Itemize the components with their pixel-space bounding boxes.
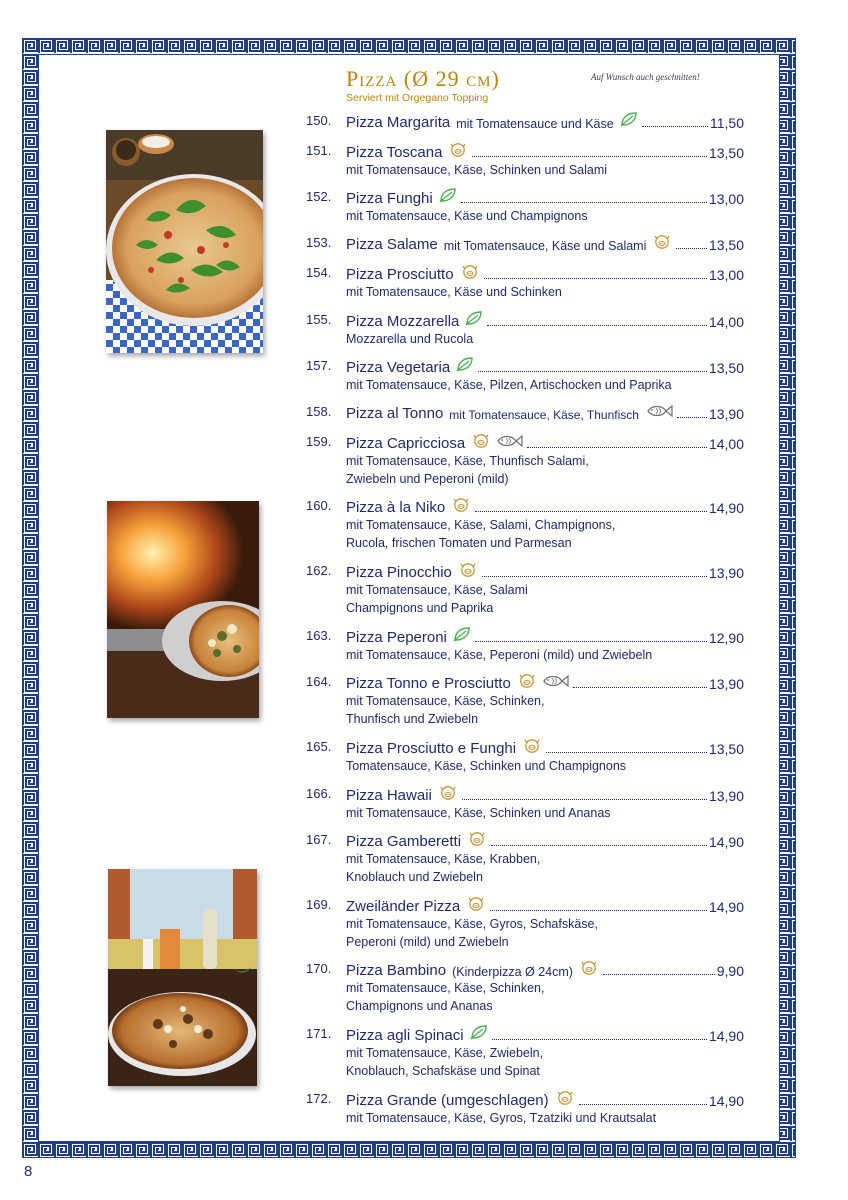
item-headline: [346, 434, 744, 452]
item-headline: [346, 563, 744, 581]
item-number: 160.: [306, 498, 332, 513]
item-price: 14,90: [708, 899, 744, 915]
item-diet-icons: [451, 496, 471, 516]
item-inline-description: mit Tomatensauce und Käse: [456, 117, 614, 131]
leader-dots: [573, 687, 707, 688]
item-name: Pizza Prosciutto e Funghi: [346, 740, 517, 757]
item-description: [346, 517, 744, 552]
item-diet-icons: [467, 830, 487, 850]
item-number: 155.: [306, 312, 332, 327]
leaf-icon: [456, 356, 474, 376]
description-line: mit Tomatensauce, Käse und Schinken: [346, 285, 562, 299]
description-line: mit Tomatensauce, Käse, Gyros, Tzatziki und Krautsalat: [346, 1111, 657, 1125]
description-line: Zwiebeln und Peperoni (mild): [346, 471, 509, 486]
pig-icon: [466, 895, 486, 915]
item-headline: [346, 1026, 744, 1044]
leader-dots: [603, 974, 715, 975]
description-line: mit Tomatensauce, Käse, Schinken,: [346, 981, 545, 995]
pig-icon: [460, 263, 480, 283]
description-line: mit Tomatensauce, Käse und Champignons: [346, 209, 588, 223]
item-price: 14,00: [708, 436, 744, 452]
pig-icon: [517, 672, 537, 692]
page-number: 8: [24, 1163, 33, 1180]
leader-dots: [472, 156, 707, 157]
description-line: mit Tomatensauce, Käse, Schinken und Salami: [346, 163, 608, 177]
item-name: Pizza agli Spinaci: [346, 1027, 464, 1044]
item-headline: [346, 628, 744, 646]
pig-icon: [522, 737, 542, 757]
description-line: Rucola, frischen Tomaten und Parmesan: [346, 535, 572, 550]
item-name: Pizza al Tonno: [346, 405, 444, 422]
leader-dots: [490, 910, 707, 911]
item-diet-icons: [471, 432, 523, 452]
item-price: 14,90: [708, 1028, 744, 1044]
item-number: 164.: [306, 674, 332, 689]
item-headline: [346, 498, 744, 516]
item-price: 13,90: [708, 406, 744, 422]
pig-icon: [579, 959, 599, 979]
item-diet-icons: [555, 1089, 575, 1109]
item-headline: [346, 897, 744, 915]
description-line: Knoblauch und Zwiebeln: [346, 869, 483, 884]
item-headline: [346, 1091, 744, 1109]
item-headline: [346, 265, 744, 283]
item-description: [346, 647, 744, 665]
item-headline: [346, 832, 744, 850]
item-description: [346, 453, 744, 488]
item-price: 13,50: [708, 360, 744, 376]
description-line: mit Tomatensauce, Käse, Schinken,: [346, 694, 545, 708]
description-line: mit Tomatensauce, Käse, Thunfisch Salami,: [346, 454, 589, 468]
item-description: [346, 284, 744, 302]
item-name: Pizza Margarita: [346, 114, 451, 131]
item-description: [346, 1110, 744, 1128]
section-title: Pizza (Ø 29 cm): [346, 66, 500, 91]
item-number: 169.: [306, 897, 332, 912]
item-name: Pizza Prosciutto: [346, 266, 454, 283]
item-number: 166.: [306, 786, 332, 801]
item-name: Pizza Bambino: [346, 962, 447, 979]
leader-dots: [475, 641, 707, 642]
item-number: 172.: [306, 1091, 332, 1106]
item-description: [346, 980, 744, 1015]
item-diet-icons: [465, 310, 483, 330]
item-name: Pizza Tonno e Prosciutto: [346, 675, 511, 692]
item-number: 158.: [306, 404, 332, 419]
item-name: Pizza Vegetaria: [346, 359, 451, 376]
leader-dots: [579, 1104, 707, 1105]
item-headline: [346, 674, 744, 692]
description-line: Peperoni (mild) und Zwiebeln: [346, 934, 509, 949]
slicing-note: Auf Wunsch auch geschnitten!: [591, 72, 700, 82]
item-diet-icons: [522, 737, 542, 757]
item-headline: [346, 235, 744, 253]
leader-dots: [461, 202, 707, 203]
item-headline: [346, 404, 744, 422]
item-name: Pizza Capricciosa: [346, 435, 466, 452]
item-price: 9,90: [716, 963, 744, 979]
item-price: 14,90: [708, 1093, 744, 1109]
item-price: 14,90: [708, 834, 744, 850]
item-description: [346, 693, 744, 728]
leader-dots: [676, 248, 707, 249]
description-line: Champignons und Paprika: [346, 600, 494, 615]
pig-icon: [471, 432, 491, 452]
item-description: [346, 916, 744, 951]
item-number: 170.: [306, 961, 332, 976]
leaf-icon: [620, 111, 638, 131]
leader-dots: [527, 447, 707, 448]
leaf-icon: [465, 310, 483, 330]
fish-icon: [541, 673, 569, 692]
item-price: 13,00: [708, 267, 744, 283]
leader-dots: [642, 126, 708, 127]
item-number: 157.: [306, 358, 332, 373]
description-line: mit Tomatensauce, Käse, Salami: [346, 583, 528, 597]
item-number: 151.: [306, 143, 332, 158]
item-diet-icons: [439, 187, 457, 207]
item-number: 163.: [306, 628, 332, 643]
item-number: 150.: [306, 113, 332, 128]
item-number: 159.: [306, 434, 332, 449]
item-diet-icons: [579, 959, 599, 979]
leader-dots: [462, 799, 707, 800]
description-line: mit Tomatensauce, Käse, Peperoni (mild) und Zwiebeln: [346, 648, 653, 662]
leader-dots: [475, 511, 707, 512]
fish-icon: [645, 403, 673, 422]
item-number: 165.: [306, 739, 332, 754]
leader-dots: [482, 576, 707, 577]
item-name: Pizza à la Niko: [346, 499, 446, 516]
item-price: 13,90: [708, 565, 744, 581]
leader-dots: [484, 278, 707, 279]
item-name: Pizza Peperoni: [346, 629, 447, 646]
item-description: [346, 758, 744, 776]
item-price: 13,00: [708, 191, 744, 207]
item-diet-icons: [620, 111, 638, 131]
item-description: [346, 805, 744, 823]
description-line: mit Tomatensauce, Käse, Zwiebeln,: [346, 1046, 544, 1060]
item-price: 13,50: [708, 237, 744, 253]
section-subtitle: Serviert mit Orgegano Topping: [346, 92, 489, 104]
item-headline: [346, 113, 744, 131]
item-name: Pizza Gamberetti: [346, 833, 462, 850]
item-headline: [346, 961, 744, 979]
leader-dots: [478, 371, 707, 372]
item-price: 13,50: [708, 741, 744, 757]
item-diet-icons: [460, 263, 480, 283]
pizza-table-photo: [108, 869, 257, 1086]
item-number: 171.: [306, 1026, 332, 1041]
item-description: [346, 1045, 744, 1080]
item-headline: [346, 358, 744, 376]
description-line: Tomatensauce, Käse, Schinken und Champignons: [346, 759, 627, 773]
item-name: Pizza Toscana: [346, 144, 443, 161]
item-name: Zweiländer Pizza: [346, 898, 461, 915]
item-diet-icons: [645, 403, 673, 422]
description-line: mit Tomatensauce, Käse, Schinken und Ananas: [346, 806, 611, 820]
item-inline-description: mit Tomatensauce, Käse, Thunfisch: [449, 408, 639, 422]
item-diet-icons: [652, 233, 672, 253]
item-description: [346, 208, 744, 226]
item-inline-description: mit Tomatensauce, Käse und Salami: [443, 239, 647, 253]
description-line: Thunfisch und Zwiebeln: [346, 711, 479, 726]
item-headline: [346, 143, 744, 161]
pig-icon: [467, 830, 487, 850]
item-diet-icons: [470, 1024, 488, 1044]
item-name: Pizza Funghi: [346, 190, 433, 207]
item-headline: [346, 189, 744, 207]
pizza-oven-photo: [107, 501, 259, 718]
item-diet-icons: [517, 672, 569, 692]
item-diet-icons: [458, 561, 478, 581]
pig-icon: [451, 496, 471, 516]
item-price: 12,90: [708, 630, 744, 646]
item-diet-icons: [466, 895, 486, 915]
leader-dots: [546, 752, 707, 753]
item-number: 153.: [306, 235, 332, 250]
description-line: mit Tomatensauce, Käse, Gyros, Schafskäse,: [346, 917, 598, 931]
pig-icon: [438, 784, 458, 804]
item-description: [346, 582, 744, 617]
item-price: 11,50: [710, 115, 744, 131]
description-line: Knoblauch, Schafskäse und Spinat: [346, 1063, 540, 1078]
leader-dots: [492, 1039, 707, 1040]
item-diet-icons: [456, 356, 474, 376]
leader-dots: [491, 845, 707, 846]
item-name: Pizza Grande (umgeschlagen): [346, 1092, 549, 1109]
item-inline-description: (Kinderpizza Ø 24cm): [452, 965, 573, 979]
pig-icon: [448, 141, 468, 161]
leaf-icon: [439, 187, 457, 207]
item-description: [346, 162, 744, 180]
item-number: 167.: [306, 832, 332, 847]
item-diet-icons: [438, 784, 458, 804]
leaf-icon: [470, 1024, 488, 1044]
item-diet-icons: [448, 141, 468, 161]
pig-icon: [652, 233, 672, 253]
item-description: [346, 377, 744, 395]
description-line: Champignons und Ananas: [346, 998, 493, 1013]
fish-icon: [495, 433, 523, 452]
item-price: 14,00: [708, 314, 744, 330]
description-line: mit Tomatensauce, Käse, Krabben,: [346, 852, 541, 866]
item-headline: [346, 312, 744, 330]
item-headline: [346, 786, 744, 804]
item-headline: [346, 739, 744, 757]
description-line: mit Tomatensauce, Käse, Pilzen, Artischocken und Paprika: [346, 378, 672, 392]
description-line: mit Tomatensauce, Käse, Salami, Champignons,: [346, 518, 616, 532]
item-price: 13,90: [708, 676, 744, 692]
item-price: 14,90: [708, 500, 744, 516]
menu-header: [346, 66, 746, 104]
item-name: Pizza Pinocchio: [346, 564, 452, 581]
leader-dots: [487, 325, 707, 326]
pig-icon: [555, 1089, 575, 1109]
item-number: 154.: [306, 265, 332, 280]
pizza-rucola-photo: [106, 130, 263, 353]
description-line: Mozzarella und Rucola: [346, 332, 474, 346]
item-number: 162.: [306, 563, 332, 578]
leaf-icon: [453, 626, 471, 646]
item-price: 13,90: [708, 788, 744, 804]
leader-dots: [677, 417, 707, 418]
item-description: [346, 851, 744, 886]
item-name: Pizza Mozzarella: [346, 313, 460, 330]
item-description: [346, 331, 744, 349]
item-number: 152.: [306, 189, 332, 204]
item-name: Pizza Salame: [346, 236, 438, 253]
item-price: 13,50: [708, 145, 744, 161]
pig-icon: [458, 561, 478, 581]
item-name: Pizza Hawaii: [346, 787, 432, 804]
item-diet-icons: [453, 626, 471, 646]
